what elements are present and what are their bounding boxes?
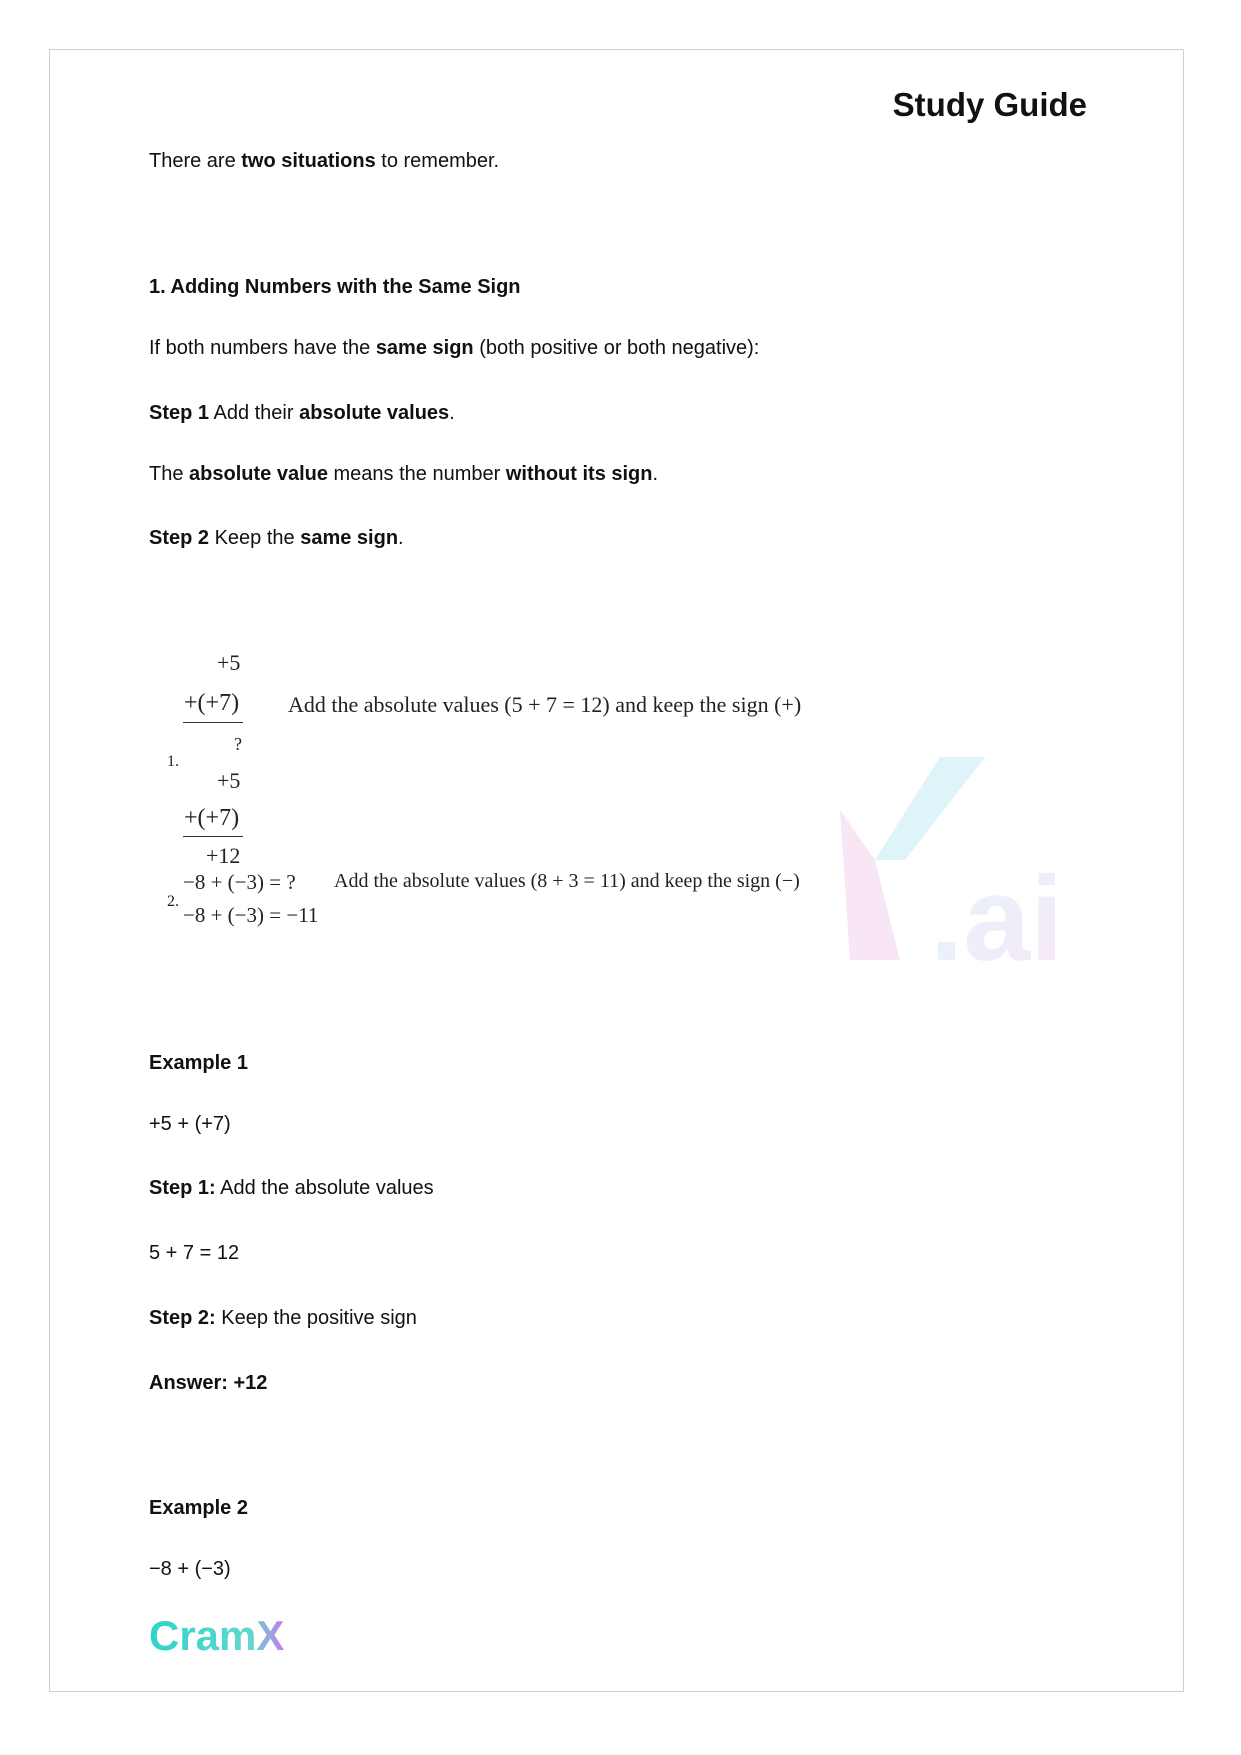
condition-paragraph: If both numbers have the same sign (both positive or both negative): [149, 337, 760, 359]
item1-top-number: +5 [217, 650, 241, 675]
example1-step2: Step 2: Keep the positive sign [149, 1307, 417, 1329]
example2-problem: −8 + (−3) [149, 1558, 231, 1580]
item1-top-number-2: +5 [217, 768, 241, 793]
example1-calc: 5 + 7 = 12 [149, 1242, 240, 1264]
item1-addend: +(+7) [184, 690, 240, 716]
definition-paragraph: The absolute value means the number without its sign. [149, 463, 659, 485]
item1-number: 1. [167, 753, 179, 770]
item1-sum-line [183, 722, 243, 723]
watermark-logo [830, 755, 1090, 985]
item1-result: +12 [206, 843, 241, 868]
intro-paragraph: There are two situations to remember. [149, 150, 500, 172]
example2-heading: Example 2 [149, 1497, 248, 1519]
example1-answer: Answer: +12 [149, 1372, 268, 1394]
page-title: Study Guide [892, 86, 1087, 123]
item2-line1: −8 + (−3) = ? [183, 870, 296, 894]
example1-heading: Example 1 [149, 1052, 248, 1074]
example1-step1: Step 1: Add the absolute values [149, 1177, 434, 1199]
cramx-logo [149, 1612, 309, 1660]
item1-question: ? [234, 734, 242, 754]
item1-sum-line-2 [183, 836, 243, 837]
item2-note: Add the absolute values (8 + 3 = 11) and keep the sign (−) [334, 870, 800, 892]
item2-line2: −8 + (−3) = −11 [183, 903, 319, 927]
watermark-text: .ai [930, 852, 1064, 985]
section-heading: 1. Adding Numbers with the Same Sign [149, 276, 521, 298]
item1-note: Add the absolute values (5 + 7 = 12) and keep the sign (+) [288, 692, 802, 717]
item1-addend-2: +(+7) [184, 805, 240, 831]
step1-paragraph: Step 1 Add their absolute values. [149, 402, 455, 424]
example1-problem: +5 + (+7) [149, 1113, 231, 1135]
cramx-logo-text: CramX [149, 1612, 285, 1659]
item2-number: 2. [167, 893, 179, 910]
step2-paragraph: Step 2 Keep the same sign. [149, 527, 404, 549]
